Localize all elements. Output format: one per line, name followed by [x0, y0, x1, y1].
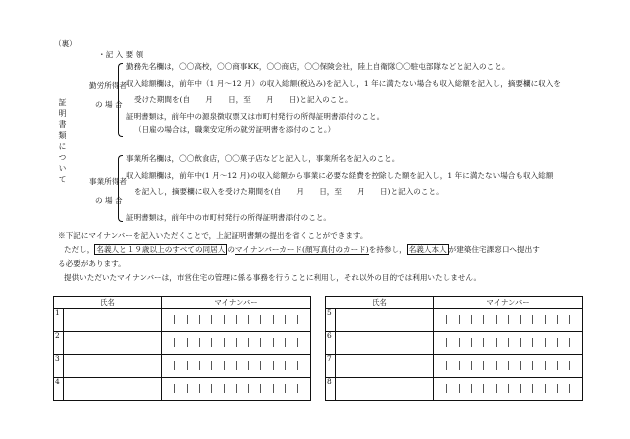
employee-line-1: 勤務先名欄は，〇〇高校，〇〇商事KK，〇〇商店，〇〇保険会社，陸上自衛隊〇〇駐屯部隊などと記入のこと。: [126, 62, 510, 71]
digit-separator: [483, 384, 484, 393]
employee-line-3: 受けた期間を(自 月 日，至 月 日)と記入のこと。: [134, 95, 353, 104]
digit-separator: [569, 315, 570, 324]
business-line-1: 事業所名欄は，〇〇飲食店，〇〇菓子店などと記入し，事業所名を記入のこと。: [126, 154, 400, 163]
note-line-2-pre: ただし，: [64, 245, 95, 254]
row-number: 5: [326, 309, 336, 332]
employee-label-1: 勤労所得者: [89, 81, 127, 90]
col-number-header: マイナンバー: [162, 297, 311, 309]
digit-separator: [459, 315, 460, 324]
digit-separator: [236, 315, 237, 324]
digit-separator: [471, 315, 472, 324]
digit-separator: [273, 361, 274, 370]
digit-separator: [260, 361, 261, 370]
note-line-2-box2: 名義人本人: [408, 245, 447, 254]
table-row: [54, 378, 311, 401]
row-number: 3: [54, 355, 64, 378]
digit-separator: [496, 338, 497, 347]
digit-separator: [174, 338, 175, 347]
table-row: [54, 332, 311, 355]
name-cell[interactable]: [64, 309, 162, 332]
digit-separator: [532, 338, 533, 347]
table-row: [326, 355, 583, 378]
employee-brace: [118, 63, 123, 137]
digit-separator: [285, 315, 286, 324]
col-name-header: 氏名: [54, 297, 162, 309]
col-name-header: 氏名: [326, 297, 434, 309]
note-line-1: ※下記にマイナンバーを記入いただくことで，上記証明書類の提出を省くことができます。: [58, 231, 368, 240]
business-line-4: 証明書類は，前年中の市町村発行の所得証明書添付のこと。: [126, 213, 332, 222]
row-number: 4: [54, 378, 64, 401]
digit-separator: [446, 315, 447, 324]
table-row: [326, 332, 583, 355]
employee-line-5: （日雇の場合は，職業安定所の就労証明書を添付のこと。）: [134, 125, 336, 134]
business-brace: [118, 155, 123, 222]
note-line-2: [64, 246, 540, 254]
digit-separator: [199, 315, 200, 324]
digit-separator: [496, 384, 497, 393]
digit-separator: [224, 384, 225, 393]
digit-separator: [532, 315, 533, 324]
business-label-1: 事業所得者: [89, 177, 127, 186]
digit-separator: [199, 384, 200, 393]
digit-separator: [446, 338, 447, 347]
name-cell[interactable]: [336, 355, 434, 378]
digit-separator: [446, 384, 447, 393]
employee-label-2: の 場 合: [95, 100, 123, 109]
mynumber-table-left: [53, 296, 311, 401]
digit-separator: [199, 338, 200, 347]
note-line-2-post: が建築住宅課窓口へ提出す: [448, 245, 540, 254]
note-line-2-mid1: の: [227, 245, 235, 254]
row-number: 8: [326, 378, 336, 401]
note-line-2-underline: マイナンバーカード(顔写真付のカード): [234, 245, 369, 254]
digit-separator: [557, 315, 558, 324]
mynumber-table-right: [325, 296, 583, 401]
digit-separator: [224, 338, 225, 347]
digit-separator: [224, 361, 225, 370]
digit-separator: [297, 338, 298, 347]
digit-separator: [483, 338, 484, 347]
digit-separator: [508, 384, 509, 393]
business-line-2: 収入総額欄は，前年中(1 月～12 月)の収入総額から事業に必要な経費を控除した額を記入し，1 年に満たない場合も収入総額: [126, 171, 554, 180]
digit-separator: [260, 384, 261, 393]
digit-separator: [297, 361, 298, 370]
digit-separator: [297, 315, 298, 324]
note-line-4: 提供いただいたマイナンバーは，市営住宅の管理に係る事務を行うことに利用し，それ以外の目的では利用いたしません。: [64, 273, 482, 282]
digit-separator: [260, 315, 261, 324]
mynumber-cell[interactable]: [162, 332, 311, 355]
digit-separator: [459, 338, 460, 347]
digit-separator: [248, 384, 249, 393]
table-row: [54, 309, 311, 332]
mynumber-cell[interactable]: [162, 378, 311, 401]
digit-separator: [211, 384, 212, 393]
employee-line-4: 証明書類は，前年中の源泉徴収票又は市町村発行の所得証明書添付のこと。: [126, 112, 385, 121]
name-cell[interactable]: [336, 309, 434, 332]
name-cell[interactable]: [64, 332, 162, 355]
note-line-3: る必要があります。: [58, 259, 126, 268]
digit-separator: [174, 361, 175, 370]
name-cell[interactable]: [336, 332, 434, 355]
note-line-2-mid2: を持参し，: [368, 245, 407, 254]
mynumber-cell[interactable]: [434, 309, 583, 332]
digit-separator: [248, 361, 249, 370]
col-number-header: マイナンバー: [434, 297, 583, 309]
row-number: 7: [326, 355, 336, 378]
row-number: 2: [54, 332, 64, 355]
digit-separator: [520, 315, 521, 324]
digit-separator: [297, 384, 298, 393]
digit-separator: [224, 315, 225, 324]
digit-separator: [273, 338, 274, 347]
digit-separator: [545, 384, 546, 393]
digit-separator: [557, 338, 558, 347]
digit-separator: [508, 361, 509, 370]
digit-separator: [211, 338, 212, 347]
note-line-2-box1: 名義人と１９歳以上のすべての同居人: [96, 245, 226, 254]
digit-separator: [211, 315, 212, 324]
side-label: 証明書類について: [58, 98, 67, 186]
digit-separator: [569, 384, 570, 393]
table-row: [326, 378, 583, 401]
mynumber-cell[interactable]: [434, 355, 583, 378]
digit-separator: [557, 361, 558, 370]
table-row: [54, 355, 311, 378]
digit-separator: [520, 384, 521, 393]
employee-line-2: 収入総額欄は，前年中（1 月～12 月）の収入総額(税込み)を記入し，1 年に満たない場合も収入総額を記入し，摘要欄に収入を: [126, 79, 561, 88]
digit-separator: [187, 338, 188, 347]
business-label-2: の 場 合: [95, 196, 123, 205]
name-cell[interactable]: [64, 355, 162, 378]
mynumber-cell[interactable]: [434, 378, 583, 401]
digit-separator: [248, 338, 249, 347]
digit-separator: [496, 315, 497, 324]
digit-separator: [471, 384, 472, 393]
name-cell[interactable]: [336, 378, 434, 401]
digit-separator: [520, 361, 521, 370]
row-number: 6: [326, 332, 336, 355]
mynumber-cell[interactable]: [434, 332, 583, 355]
digit-separator: [545, 361, 546, 370]
digit-separator: [187, 361, 188, 370]
page-label: （裏）: [54, 39, 77, 48]
digit-separator: [520, 338, 521, 347]
digit-separator: [273, 384, 274, 393]
digit-separator: [174, 315, 175, 324]
digit-separator: [187, 384, 188, 393]
entry-guide-heading: ・記 入 要 領: [98, 50, 144, 59]
digit-separator: [532, 361, 533, 370]
digit-separator: [496, 361, 497, 370]
digit-separator: [285, 361, 286, 370]
digit-separator: [545, 315, 546, 324]
digit-separator: [174, 384, 175, 393]
row-number: 1: [54, 309, 64, 332]
digit-separator: [248, 315, 249, 324]
mynumber-cell[interactable]: [162, 309, 311, 332]
digit-separator: [532, 384, 533, 393]
digit-separator: [569, 361, 570, 370]
digit-separator: [273, 315, 274, 324]
digit-separator: [285, 338, 286, 347]
digit-separator: [459, 361, 460, 370]
digit-separator: [285, 384, 286, 393]
mynumber-cell[interactable]: [162, 355, 311, 378]
table-row: [326, 309, 583, 332]
digit-separator: [236, 384, 237, 393]
name-cell[interactable]: [64, 378, 162, 401]
digit-separator: [483, 315, 484, 324]
digit-separator: [260, 338, 261, 347]
digit-separator: [471, 361, 472, 370]
digit-separator: [545, 338, 546, 347]
digit-separator: [508, 315, 509, 324]
digit-separator: [446, 361, 447, 370]
digit-separator: [199, 361, 200, 370]
digit-separator: [236, 338, 237, 347]
digit-separator: [211, 361, 212, 370]
digit-separator: [483, 361, 484, 370]
digit-separator: [569, 338, 570, 347]
digit-separator: [187, 315, 188, 324]
business-line-3: を記入し，摘要欄に収入を受けた期間を(自 月 日，至 月 日)と記入のこと。: [134, 187, 444, 196]
digit-separator: [236, 361, 237, 370]
digit-separator: [557, 384, 558, 393]
digit-separator: [471, 338, 472, 347]
digit-separator: [508, 338, 509, 347]
digit-separator: [459, 384, 460, 393]
